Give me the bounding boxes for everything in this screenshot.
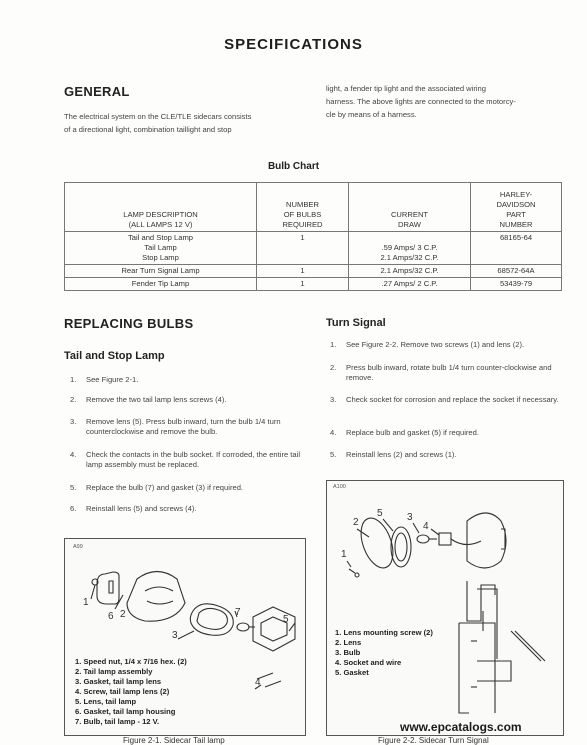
legend-item: 7. Bulb, tail lamp - 12 V. xyxy=(75,717,160,726)
legend-item: 2. Tail lamp assembly xyxy=(75,667,153,676)
figure-caption: Figure 2-2. Sidecar Turn Signal xyxy=(378,736,489,745)
table-row xyxy=(65,265,562,278)
turn-signal-heading: Turn Signal xyxy=(326,317,386,329)
legend-item: 5. Gasket xyxy=(335,668,369,677)
step-number: 2. xyxy=(330,363,337,372)
cell-line: Rear Turn Signal Lamp xyxy=(121,266,200,275)
general-heading: GENERAL xyxy=(64,84,130,99)
step-text: Press bulb inward, rotate bulb 1/4 turn counter-clockwise and remove. xyxy=(346,363,552,382)
step-number: 5. xyxy=(70,483,77,492)
cell-line: Tail Lamp xyxy=(144,243,177,252)
cell-line: 2.1 Amps/32 C.P. xyxy=(380,266,439,275)
turn-signal-exploded-drawing xyxy=(327,481,563,735)
legend-item: 1. Lens mounting screw (2) xyxy=(335,628,433,637)
cell-draw xyxy=(349,232,471,265)
cell-draw xyxy=(349,265,471,278)
header-lamp-description xyxy=(65,183,257,232)
figure-tag: A99 xyxy=(73,544,83,550)
figure-tail-lamp xyxy=(64,538,306,736)
step-text: Remove lens (5). Press bulb inward, turn the bulb 1/4 turn counterclockwise and remove the bulb. xyxy=(86,417,281,436)
callout-2: 2 xyxy=(353,517,359,528)
step-text: Check the contacts in the bulb socket. If corroded, the entire tail lamp assembly must be replaced. xyxy=(86,450,301,469)
step-number: 4. xyxy=(70,450,77,459)
cell-line: Stop Lamp xyxy=(142,253,179,262)
header-line: DAVIDSON xyxy=(496,200,536,209)
page-title: SPECIFICATIONS xyxy=(224,36,363,53)
cell-line: .59 Amps/ 3 C.P. xyxy=(381,243,438,252)
callout-7: 7 xyxy=(235,607,241,618)
table-row xyxy=(65,232,562,265)
cell-lamp xyxy=(65,278,257,291)
callout-5: 5 xyxy=(377,508,383,519)
cell-part: 68165-64 xyxy=(471,232,562,265)
header-current-draw xyxy=(349,183,471,232)
header-bulbs-required xyxy=(257,183,349,232)
replacing-bulbs-heading: REPLACING BULBS xyxy=(64,316,194,331)
step-text: Reinstall lens (2) and screws (1). xyxy=(346,450,457,459)
cell-lamp xyxy=(65,232,257,265)
bulb-chart-table xyxy=(64,182,562,291)
cell-line xyxy=(352,233,467,243)
callout-1: 1 xyxy=(83,597,89,608)
step-number: 4. xyxy=(330,428,337,437)
tail-stop-lamp-heading: Tail and Stop Lamp xyxy=(64,350,165,362)
callout-2: 2 xyxy=(120,609,126,620)
cell-part: 53439-79 xyxy=(471,278,562,291)
table-row xyxy=(65,278,562,291)
cell-line: .27 Amps/ 2 C.P. xyxy=(381,279,438,288)
general-col2-line: harness. The above lights are connected to the motorcy- xyxy=(326,97,516,106)
figure-legend xyxy=(75,657,187,727)
step-text: Check socket for corrosion and replace the socket if necessary. xyxy=(346,395,559,404)
cell-line: Tail and Stop Lamp xyxy=(127,233,193,242)
step-text: See Figure 2-1. xyxy=(86,375,139,384)
step-number: 1. xyxy=(330,340,337,349)
header-line: REQUIRED xyxy=(282,220,323,229)
step-number: 1. xyxy=(70,375,77,384)
step-number: 5. xyxy=(330,450,337,459)
general-text-col1 xyxy=(64,110,314,136)
legend-item: 5. Lens, tail lamp xyxy=(75,697,137,706)
header-line: DRAW xyxy=(398,220,421,229)
cell-line: Fender Tip Lamp xyxy=(131,279,190,288)
step-number: 2. xyxy=(70,395,77,404)
legend-item: 4. Socket and wire xyxy=(335,658,402,667)
figure-tag: A100 xyxy=(333,484,346,490)
legend-item: 2. Lens xyxy=(335,638,362,647)
legend-item: 3. Gasket, tail lamp lens xyxy=(75,677,162,686)
header-line: OF BULBS xyxy=(283,210,322,219)
callout-6: 6 xyxy=(108,611,114,622)
cell-part: 68572-64A xyxy=(471,265,562,278)
general-col1-line: The electrical system on the CLE/TLE sidecars consists xyxy=(64,112,252,121)
general-text-col2 xyxy=(326,82,566,121)
general-col2-line: cle by means of a harness. xyxy=(326,110,417,119)
legend-item: 3. Bulb xyxy=(335,648,361,657)
table-header-row xyxy=(65,183,562,232)
figure-turn-signal xyxy=(326,480,564,736)
bulb-chart-title: Bulb Chart xyxy=(267,161,320,172)
header-part-number xyxy=(471,183,562,232)
cell-line: 2.1 Amps/32 C.P. xyxy=(380,253,439,262)
step-number: 6. xyxy=(70,504,77,513)
header-line: NUMBER xyxy=(286,200,319,209)
step-text: Remove the two tail lamp lens screws (4). xyxy=(86,395,227,404)
cell-bulbs: 1 xyxy=(257,278,349,291)
callout-4: 4 xyxy=(255,677,261,688)
header-line: PART xyxy=(506,210,526,219)
header-line: HARLEY- xyxy=(499,190,533,199)
cell-draw xyxy=(349,278,471,291)
step-text: Replace bulb and gasket (5) if required. xyxy=(346,428,479,437)
step-text: Replace the bulb (7) and gasket (3) if required. xyxy=(86,483,244,492)
callout-3: 3 xyxy=(172,630,178,641)
callout-4: 4 xyxy=(423,521,429,532)
general-col1-line: of a directional light, combination taillight and stop xyxy=(64,125,232,134)
callout-1: 1 xyxy=(341,549,347,560)
header-line: LAMP DESCRIPTION xyxy=(123,210,198,219)
figure-caption: Figure 2-1. Sidecar Tail lamp xyxy=(123,736,225,745)
step-text: See Figure 2-2. Remove two screws (1) and lens (2). xyxy=(346,340,525,349)
cell-bulbs: 1 xyxy=(257,265,349,278)
legend-item: 6. Gasket, tail lamp housing xyxy=(75,707,176,716)
cell-lamp xyxy=(65,265,257,278)
callout-5: 5 xyxy=(283,614,289,625)
step-number: 3. xyxy=(330,395,337,404)
legend-item: 1. Speed nut, 1/4 x 7/16 hex. (2) xyxy=(75,657,187,666)
step-number: 3. xyxy=(70,417,77,426)
header-line: NUMBER xyxy=(499,220,533,229)
figure-legend xyxy=(335,628,433,678)
step-text: Reinstall lens (5) and screws (4). xyxy=(86,504,197,513)
callout-3: 3 xyxy=(407,512,413,523)
header-line: (ALL LAMPS 12 V) xyxy=(128,220,193,229)
header-line: CURRENT xyxy=(390,210,429,219)
cell-bulbs: 1 xyxy=(257,232,349,265)
watermark-text: www.epcatalogs.com xyxy=(400,720,522,734)
legend-item: 4. Screw, tail lamp lens (2) xyxy=(75,687,170,696)
general-col2-line: light, a fender tip light and the associated wiring xyxy=(326,84,486,93)
